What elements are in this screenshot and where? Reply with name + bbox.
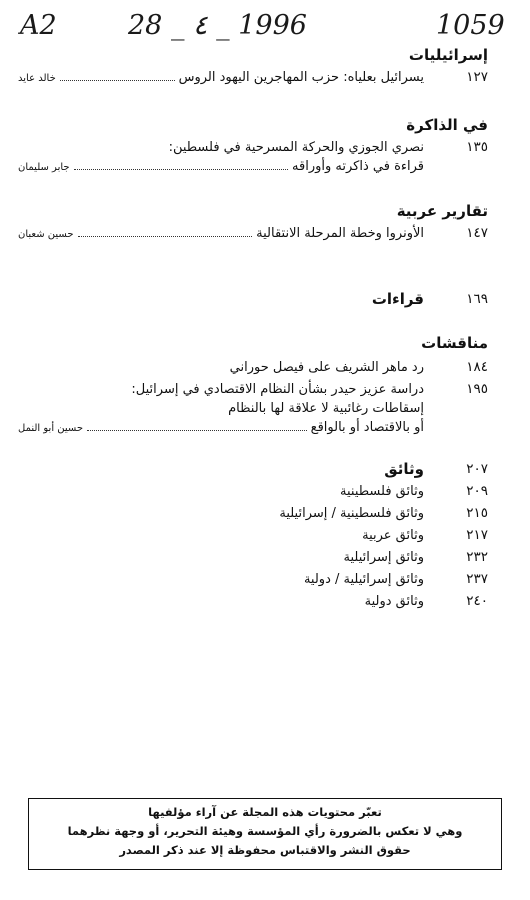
section-discussions — [18, 334, 488, 438]
entry-title-line: دراسة عزيز حيدر بشأن النظام الاقتصادي في إسرائيل: — [131, 382, 424, 397]
entry-title: وثائق فلسطينية / إسرائيلية — [279, 506, 424, 521]
dot-leader — [74, 159, 288, 170]
entry-title-line: أو بالاقتصاد أو بالواقع — [310, 420, 424, 435]
toc-entry[interactable] — [18, 526, 488, 545]
toc-entry[interactable] — [18, 380, 488, 438]
disclaimer-line: وهي لا تعكس بالضرورة رأي المؤسسة وهيئة التحرير، أو وجهة نظرهما — [67, 824, 463, 838]
page-number: ٢١٥ — [466, 505, 488, 521]
toc-entry[interactable] — [18, 68, 488, 88]
disclaimer-line: حقوق النشر والاقتباس محفوظة إلا عند ذكر المصدر — [119, 843, 411, 857]
entry-title: الأونروا وخطة المرحلة الانتقالية — [256, 226, 424, 241]
entry-title-line: إسقاطات رغائبية لا علاقة لها بالنظام — [228, 401, 424, 416]
page-number: ١٦٩ — [466, 291, 488, 307]
section-documents — [18, 460, 488, 611]
toc-entry[interactable] — [18, 548, 488, 567]
handwritten-number: 1059 — [436, 10, 505, 41]
toc-entry[interactable] — [18, 460, 488, 479]
section-arab-reports — [18, 202, 488, 244]
page-number: ١٣٥ — [466, 139, 488, 155]
entry-title: وثائق عربية — [362, 528, 424, 543]
page-number: ١٢٧ — [466, 69, 488, 85]
page-number: ٢١٧ — [466, 527, 488, 543]
entry-title: يسرائيل بعلياه: حزب المهاجرين اليهود الروس — [178, 70, 424, 85]
entry-title: وثائق إسرائيلية — [343, 550, 424, 565]
entry-author: خالد عايد — [18, 73, 56, 84]
entry-title: رد ماهر الشريف على فيصل حوراني — [229, 360, 424, 375]
toc-entry[interactable] — [18, 482, 488, 501]
page-number: ١٤٧ — [466, 225, 488, 241]
section-title: إسرائيليات — [408, 46, 488, 64]
entry-title: وثائق إسرائيلية / دولية — [303, 572, 424, 587]
entry-author: حسين أبو النمل — [18, 423, 84, 434]
toc-entry[interactable] — [18, 138, 488, 177]
disclaimer-line: تعبّر محتويات هذه المجلة عن آراء مؤلفيها — [148, 805, 382, 819]
page-number: ٢٠٩ — [466, 483, 488, 499]
page-number: ١٨٤ — [466, 359, 488, 375]
toc-entry[interactable] — [18, 504, 488, 523]
entry-author: جابر سليمان — [18, 162, 70, 173]
section-title: في الذاكرة — [406, 116, 488, 134]
disclaimer-box — [28, 798, 502, 870]
section-title: تقارير عربية — [396, 202, 488, 220]
toc-entry[interactable] — [18, 592, 488, 611]
dot-leader — [87, 420, 307, 431]
section-readings[interactable] — [18, 290, 488, 309]
entry-title-line: نصري الجوزي والحركة المسرحية في فلسطين: — [168, 140, 424, 155]
section-title: وثائق — [384, 460, 424, 478]
page-number: ٢٣٧ — [466, 571, 488, 587]
dot-leader — [60, 70, 175, 81]
entry-author: حسين شعبان — [18, 229, 74, 240]
section-title: مناقشات — [421, 334, 488, 352]
page-number: ٢٣٢ — [466, 549, 488, 565]
handwritten-code: A2 — [20, 10, 57, 41]
section-memory — [18, 116, 488, 177]
page-number: ١٩٥ — [466, 381, 488, 397]
entry-title-line: قراءة في ذاكرته وأوراقه — [292, 159, 424, 174]
page-number: ٢٤٠ — [466, 593, 488, 609]
toc-entry[interactable] — [18, 224, 488, 244]
handwritten-annotation — [0, 10, 530, 50]
toc-entry[interactable] — [18, 358, 488, 377]
entry-title: وثائق دولية — [364, 594, 424, 609]
dot-leader — [78, 226, 253, 237]
entry-title: وثائق فلسطينية — [340, 484, 424, 499]
section-israeliyat — [18, 46, 488, 88]
page-number: ٢٠٧ — [466, 461, 488, 477]
handwritten-date: 28 _ ٤ _ 1996 — [128, 10, 307, 41]
section-title: قراءات — [371, 290, 424, 308]
toc-entry[interactable] — [18, 570, 488, 589]
